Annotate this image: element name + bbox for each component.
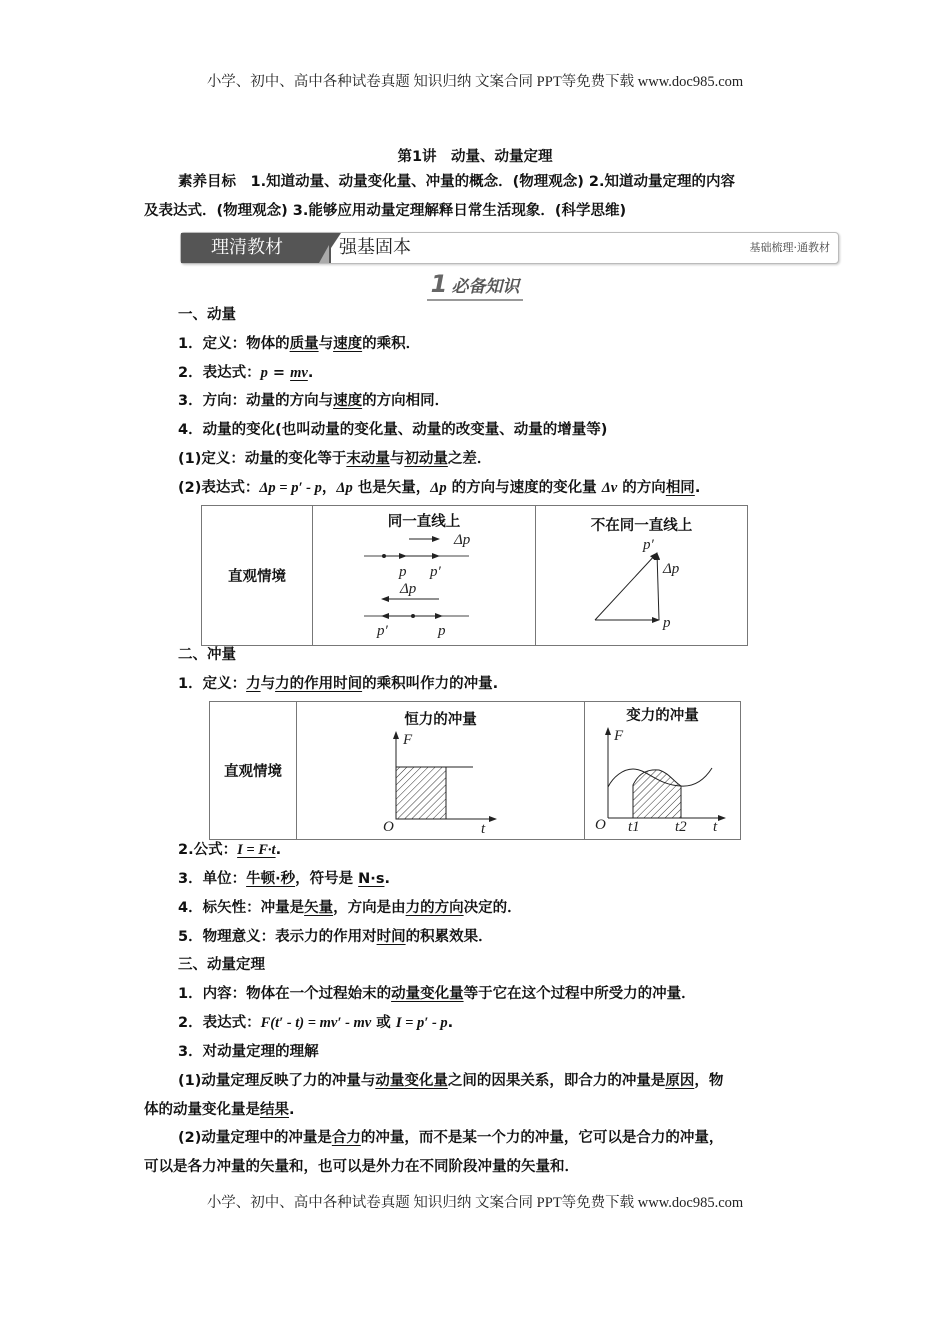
text-segment: . [307,365,314,381]
label-p-3: p [662,615,670,631]
section-number: 1 [430,270,448,298]
text-line [178,869,390,889]
vector-triangle-diagram [587,535,697,635]
section-banner [180,232,839,264]
text-line [178,984,696,1004]
text-segment: 与 [318,336,334,352]
text-line [178,334,420,354]
text-line [178,645,236,665]
origin-label: O [382,819,394,834]
row-label-cell [210,702,297,840]
noncollinear-heading: 不在同一直线上 [590,518,693,534]
text-segment: 三、动量定理 [178,957,265,973]
variable-force-heading: 变力的冲量 [626,708,699,724]
text-segment: ，物 [694,1073,724,1089]
text-line [178,898,522,918]
key-term: 动量变化量 [375,1073,448,1089]
text-line [178,363,313,383]
text-segment: . [694,480,701,496]
text-segment: (2)动量定理中的冲量是 [178,1130,332,1146]
label-pprime-1: p′ [430,564,441,580]
text-segment: . [289,1102,295,1118]
key-term: 末动量 [346,451,390,467]
momentum-change-table [201,505,748,646]
text-segment: 4．动量的变化(也叫动量的变化量、动量的改变量、动量的增量等) [178,422,608,438]
text-segment: (1)定义：动量的变化等于 [178,451,347,467]
text-segment: F(t′ - t) = mv′ - mv [260,1015,372,1031]
text-line [178,1128,723,1148]
text-segment: 一、动量 [178,307,236,323]
key-term: 合力 [331,1130,361,1146]
constant-force-heading: 恒力的冲量 [404,712,477,728]
label-dp-3: Δp [662,561,679,577]
key-term: 速度 [333,393,363,409]
section-heading [0,270,950,301]
key-term: 结果 [260,1102,289,1118]
label-dp-2: Δp [400,581,417,597]
page-header: 小学、初中、高中各种试卷真题 知识归纳 文案合同 PPT等免费下载 www.doc985.com [206,74,744,90]
text-segment: ， [321,480,337,496]
page-footer: 小学、初中、高中各种试卷真题 知识归纳 文案合同 PPT等免费下载 www.doc985.com [206,1195,744,1211]
key-term: 时间 [376,929,406,945]
text-segment: 的方向相同． [362,393,450,409]
text-segment: 1．定义：物体的 [178,336,290,352]
collinear-heading: 同一直线上 [387,514,461,530]
variable-force-graph [595,725,730,835]
axis-label-t: t [713,819,718,835]
row-label: 直观情境 [224,764,282,780]
text-segment: Δv [601,480,618,496]
text-line [178,391,449,411]
text-line [178,927,493,947]
text-segment: 2.公式： [178,842,238,858]
lecture-title: 第1讲 动量、动量定理 [397,149,553,165]
text-segment: 5．物理意义：表示力的作用对 [178,929,377,945]
text-segment: 体的动量变化量是 [144,1102,260,1118]
text-segment: 的冲量，而不是某一个力的冲量，它可以是合力的冲量， [360,1130,724,1146]
banner-left: 理清教材 [181,233,331,263]
text-segment: 与 [260,676,276,692]
text-segment: 2．表达式： [178,365,261,381]
text-segment: 与 [389,451,405,467]
text-line [178,478,700,498]
text-segment: 的方向 [617,480,666,496]
text-segment: 素养目标 1.知道动量、动量变化量、冲量的概念．(物理观念) 2.知道动量定理的内容 [178,174,735,190]
origin-label: O [595,817,606,833]
key-term: 初动量 [404,451,448,467]
text-segment: 的乘积叫作力的冲量. [362,676,499,692]
text-segment: 可以是各力冲量的矢量和，也可以是外力在不同阶段冲量的矢量和． [144,1159,579,1175]
collinear-diagram [364,531,484,641]
text-segment: = [267,365,291,381]
text-segment: 2．表达式： [178,1015,261,1031]
text-segment: 等于它在这个过程中所受力的冲量． [463,986,696,1002]
key-term: 力的作用时间 [275,676,363,692]
text-segment: Δp [336,480,353,496]
key-term: 力的方向 [405,900,464,916]
text-segment: ，方向是由 [333,900,406,916]
text-segment: Δp [430,480,447,496]
text-line [144,1157,579,1177]
text-segment: 1．定义： [178,676,247,692]
key-term: 力 [246,676,261,692]
text-segment: . [447,1015,454,1031]
row-label: 直观情境 [228,569,286,585]
text-segment: 的方向与速度的变化量 [446,480,602,496]
collinear-cell [313,506,536,646]
banner-divider-accent [319,245,329,263]
key-term: 牛顿·秒 [246,871,296,887]
text-segment: . [384,871,390,887]
row-label-cell [202,506,313,646]
text-line [178,1042,319,1062]
text-segment: 3．方向：动量的方向与 [178,393,334,409]
label-t1: t1 [628,819,640,835]
text-segment: 的乘积． [362,336,421,352]
text-line [144,1100,295,1120]
axis-label-t: t [480,821,485,834]
label-pprime-2: p′ [377,623,388,639]
text-line [144,201,626,221]
constant-force-cell [297,702,585,840]
key-term: 动量变化量 [391,986,464,1002]
key-term: mv [290,365,308,381]
key-term: I = F·t [237,842,276,858]
banner-right: 基础梳理·通教材 [749,241,830,254]
label-dp-1: Δp [454,532,471,548]
text-line [178,420,607,440]
text-line [178,172,735,192]
text-segment: (1)动量定理反映了力的冲量与 [178,1073,376,1089]
text-segment: I = p′ - p [395,1015,448,1031]
text-segment: 之差． [447,451,492,467]
label-pprime-3: p′ [642,537,654,553]
text-segment: Δp = p′ - p [259,480,322,496]
label-t2: t2 [675,819,687,835]
text-line [178,305,236,325]
text-segment: 及表达式．(物理观念) 3.能够应用动量定理解释日常生活现象．(科学思维) [144,203,627,219]
text-segment: 决定的． [463,900,522,916]
text-segment: 4．标矢性：冲量是 [178,900,305,916]
text-segment: 1．内容：物体在一个过程始末的 [178,986,392,1002]
axis-label-F: F [402,732,412,748]
text-line [178,1013,453,1033]
text-segment: 3．对动量定理的理解 [178,1044,319,1060]
label-p-2: p [438,623,446,639]
key-term: 矢量 [304,900,334,916]
noncollinear-cell [536,506,748,646]
text-line [178,955,265,975]
text-segment: 3．单位： [178,871,247,887]
text-line [178,674,498,694]
key-term: 相同 [665,480,695,496]
axis-label-F: F [614,728,624,744]
text-segment: 也是矢量， [352,480,431,496]
key-term: 原因 [665,1073,695,1089]
text-line [178,449,491,469]
key-term: 质量 [289,336,319,352]
text-segment: 或 [371,1015,396,1031]
section-label: 必备知识 [451,277,520,297]
impulse-table [209,701,741,840]
text-segment: 二、冲量 [178,647,236,663]
banner-middle: 强基固本 [339,237,411,258]
text-segment: . [275,842,282,858]
text-segment: ，符号是 [295,871,359,887]
key-term: N·s [358,871,385,887]
constant-force-graph [381,729,501,834]
variable-force-cell [585,702,741,840]
text-line [178,1071,723,1091]
text-segment: (2)表达式： [178,480,260,496]
text-segment: 之间的因果关系，即合力的冲量是 [447,1073,666,1089]
label-p-1: p [399,564,407,580]
text-line [178,840,281,860]
key-term: 速度 [333,336,363,352]
text-segment: 的积累效果． [405,929,493,945]
text-segment: p [260,365,268,381]
